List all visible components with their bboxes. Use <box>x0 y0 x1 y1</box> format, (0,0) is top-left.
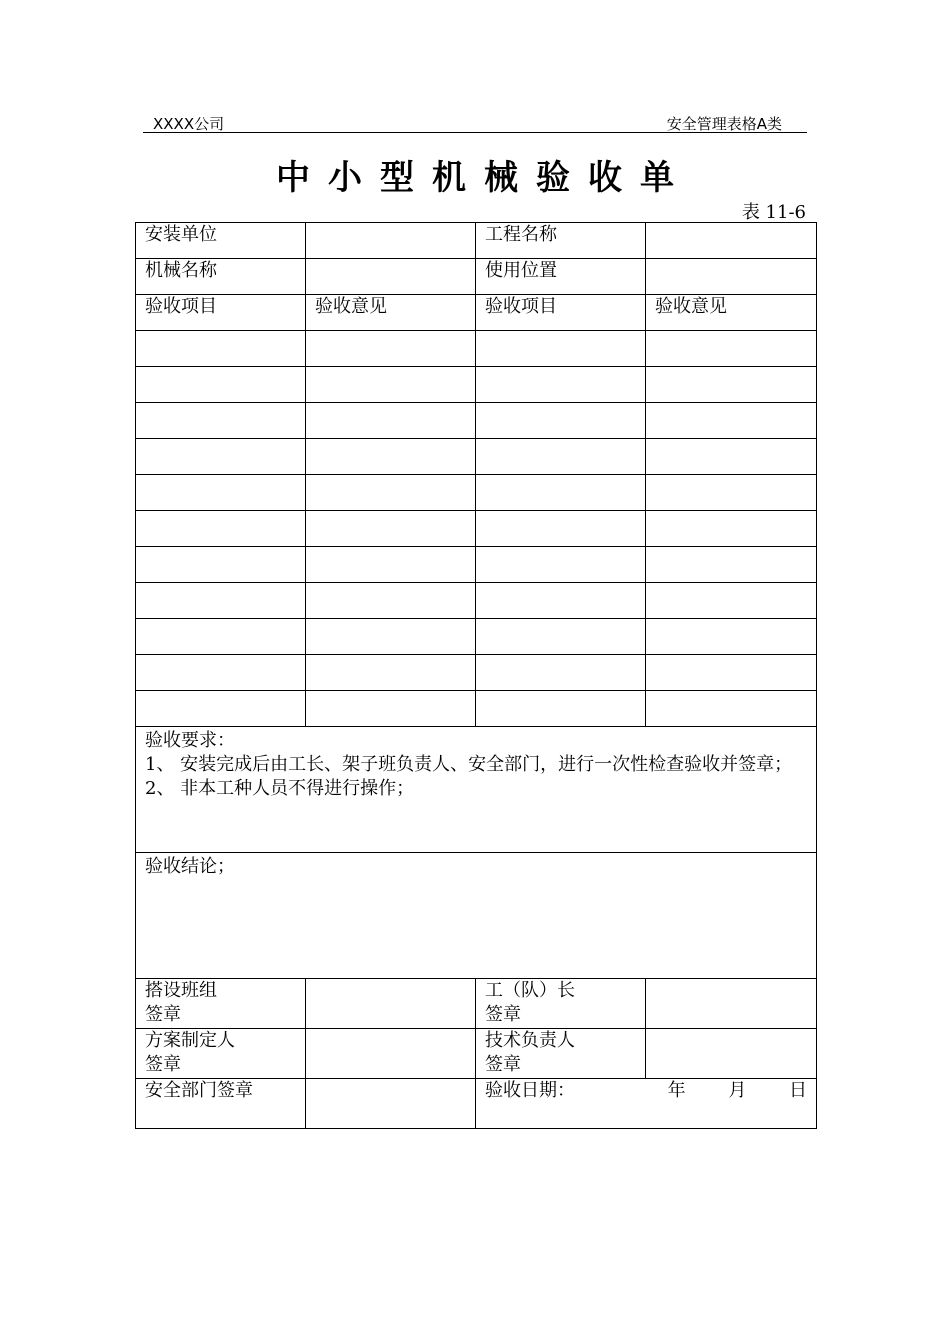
inspection-item-field[interactable] <box>476 331 646 367</box>
col-header-opinion: 验收意见 <box>306 295 476 331</box>
inspection-opinion-field[interactable] <box>646 331 817 367</box>
column-header-row <box>136 295 817 331</box>
day-label: 日 <box>788 1080 807 1101</box>
table-number: 表 11-6 <box>741 202 806 223</box>
info-row-1 <box>136 223 817 259</box>
inspection-opinion-field[interactable] <box>306 547 476 583</box>
inspection-opinion-field[interactable] <box>646 511 817 547</box>
inspection-row <box>136 547 817 583</box>
inspection-row <box>136 403 817 439</box>
inspection-item-field[interactable] <box>476 367 646 403</box>
tech-label: 技术负责人 <box>485 1030 575 1051</box>
inspection-opinion-field[interactable] <box>646 403 817 439</box>
machine-name-label: 机械名称 <box>136 259 306 295</box>
inspection-item-field[interactable] <box>476 511 646 547</box>
inspection-opinion-field[interactable] <box>646 691 817 727</box>
inspection-opinion-field[interactable] <box>306 619 476 655</box>
planner-signature-field[interactable] <box>306 1029 476 1079</box>
safety-signature-field[interactable] <box>306 1079 476 1129</box>
acceptance-form <box>135 222 817 1129</box>
inspection-row <box>136 583 817 619</box>
inspection-item-field[interactable] <box>136 367 306 403</box>
crew-label: 搭设班组 <box>145 980 217 1001</box>
requirement-item: 1、 安装完成后由工长、架子班负责人、安全部门，进行一次性检查验收并签章； <box>145 754 793 775</box>
planner-sign-label: 签章 <box>145 1054 181 1075</box>
conclusion-label: 验收结论； <box>145 856 235 877</box>
inspection-opinion-field[interactable] <box>646 655 817 691</box>
inspection-opinion-field[interactable] <box>646 547 817 583</box>
inspection-item-field[interactable] <box>476 403 646 439</box>
inspection-opinion-field[interactable] <box>306 475 476 511</box>
inspection-row <box>136 619 817 655</box>
page-title: 中小型机械验收单 <box>276 158 692 198</box>
info-row-2 <box>136 259 817 295</box>
location-field[interactable] <box>646 259 817 295</box>
project-name-label: 工程名称 <box>476 223 646 259</box>
inspection-item-field[interactable] <box>136 619 306 655</box>
inspection-opinion-field[interactable] <box>306 691 476 727</box>
inspection-row <box>136 511 817 547</box>
col-header-item: 验收项目 <box>476 295 646 331</box>
requirements-label: 验收要求： <box>145 730 235 751</box>
inspection-item-field[interactable] <box>476 619 646 655</box>
inspection-opinion-field[interactable] <box>306 583 476 619</box>
planner-label: 方案制定人 <box>145 1030 235 1051</box>
install-unit-label: 安装单位 <box>136 223 306 259</box>
inspection-item-field[interactable] <box>136 475 306 511</box>
inspection-item-field[interactable] <box>136 583 306 619</box>
inspection-item-field[interactable] <box>476 475 646 511</box>
foreman-label-cell <box>476 979 646 1029</box>
conclusion-cell[interactable] <box>136 853 817 979</box>
inspection-item-field[interactable] <box>136 655 306 691</box>
inspection-item-field[interactable] <box>136 691 306 727</box>
foreman-sign-label: 签章 <box>485 1004 521 1025</box>
inspection-opinion-field[interactable] <box>306 403 476 439</box>
inspection-row <box>136 655 817 691</box>
project-name-field[interactable] <box>646 223 817 259</box>
inspection-item-field[interactable] <box>136 331 306 367</box>
acceptance-date-cell[interactable] <box>476 1079 817 1129</box>
foreman-label: 工（队）长 <box>485 980 575 1001</box>
inspection-row <box>136 331 817 367</box>
tech-signature-field[interactable] <box>646 1029 817 1079</box>
inspection-opinion-field[interactable] <box>306 331 476 367</box>
safety-label: 安全部门签章 <box>136 1079 306 1129</box>
foreman-signature-field[interactable] <box>646 979 817 1029</box>
install-unit-field[interactable] <box>306 223 476 259</box>
inspection-opinion-field[interactable] <box>306 511 476 547</box>
date-label: 验收日期： <box>485 1080 575 1101</box>
inspection-row <box>136 475 817 511</box>
tech-sign-label: 签章 <box>485 1054 521 1075</box>
month-label: 月 <box>728 1080 747 1101</box>
inspection-item-field[interactable] <box>136 439 306 475</box>
inspection-item-field[interactable] <box>136 511 306 547</box>
crew-signature-field[interactable] <box>306 979 476 1029</box>
signature-row-1 <box>136 979 817 1029</box>
requirements-cell <box>136 727 817 853</box>
inspection-row <box>136 691 817 727</box>
form-category: 安全管理表格A类 <box>666 115 782 133</box>
inspection-item-field[interactable] <box>136 403 306 439</box>
inspection-opinion-field[interactable] <box>646 583 817 619</box>
requirements-row <box>136 727 817 853</box>
inspection-opinion-field[interactable] <box>306 655 476 691</box>
planner-label-cell <box>136 1029 306 1079</box>
inspection-row <box>136 439 817 475</box>
inspection-opinion-field[interactable] <box>646 619 817 655</box>
requirement-item: 2、 非本工种人员不得进行操作； <box>145 778 415 799</box>
inspection-item-field[interactable] <box>476 439 646 475</box>
inspection-opinion-field[interactable] <box>306 367 476 403</box>
inspection-item-field[interactable] <box>476 691 646 727</box>
year-label: 年 <box>667 1080 686 1101</box>
inspection-item-field[interactable] <box>476 655 646 691</box>
machine-name-field[interactable] <box>306 259 476 295</box>
inspection-item-field[interactable] <box>476 547 646 583</box>
signature-row-2 <box>136 1029 817 1079</box>
conclusion-row <box>136 853 817 979</box>
inspection-item-field[interactable] <box>136 547 306 583</box>
inspection-row <box>136 367 817 403</box>
inspection-opinion-field[interactable] <box>646 475 817 511</box>
crew-sign-label: 签章 <box>145 1004 181 1025</box>
signature-row-3 <box>136 1079 817 1129</box>
col-header-item: 验收项目 <box>136 295 306 331</box>
inspection-opinion-field[interactable] <box>646 367 817 403</box>
company-name: XXXX公司 <box>153 115 225 133</box>
inspection-opinion-field[interactable] <box>306 439 476 475</box>
inspection-opinion-field[interactable] <box>646 439 817 475</box>
tech-label-cell <box>476 1029 646 1079</box>
inspection-item-field[interactable] <box>476 583 646 619</box>
crew-label-cell <box>136 979 306 1029</box>
col-header-opinion: 验收意见 <box>646 295 817 331</box>
header-rule <box>143 132 807 133</box>
location-label: 使用位置 <box>476 259 646 295</box>
